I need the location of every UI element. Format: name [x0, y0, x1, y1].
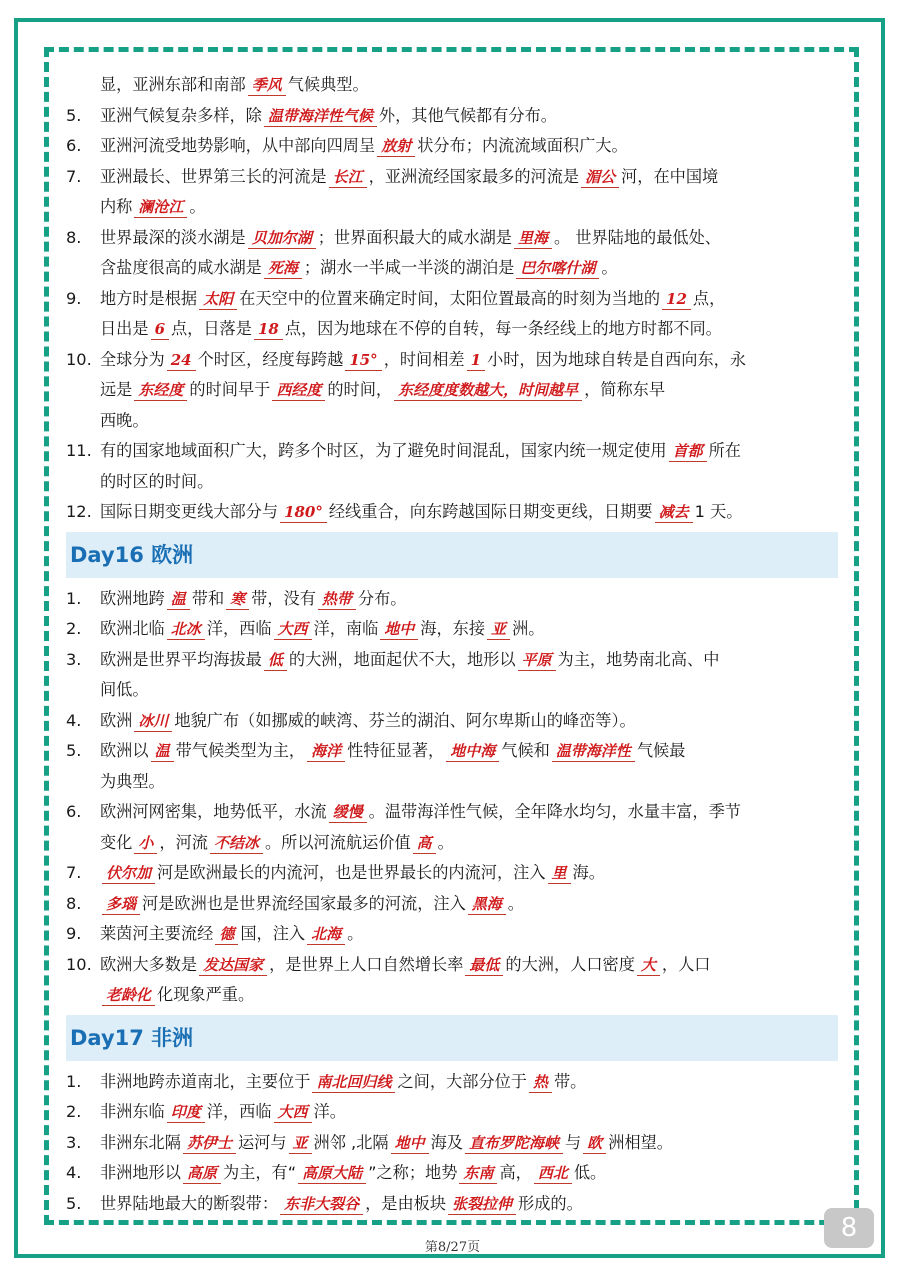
answer-blank: 高原大陆	[298, 1163, 366, 1184]
answer-blank: 南北回归线	[312, 1072, 395, 1093]
text-fragment: ，时间相差	[383, 349, 465, 369]
text-fragment: 。	[437, 832, 454, 852]
text-fragment: 显，亚洲东部和南部	[100, 75, 246, 94]
answer-blank: 贝加尔湖	[248, 228, 316, 249]
text-fragment: 海，东接	[420, 619, 486, 638]
text-line	[66, 1189, 838, 1220]
text-fragment: 亚洲河流受地势影响，从中部向四周呈	[100, 136, 376, 155]
answer-blank: 里	[548, 863, 571, 884]
text-line	[66, 675, 838, 706]
answer-blank: 地中海	[446, 741, 499, 762]
text-fragment: 高，	[499, 1163, 532, 1182]
africa-section	[66, 1067, 838, 1220]
text-fragment: 为主，有“	[222, 1163, 297, 1182]
text-fragment: 带，没有	[251, 588, 316, 608]
text-line	[66, 101, 838, 132]
answer-blank: 东非大裂谷	[280, 1194, 363, 1215]
text-fragment: 亚洲最长、世界第三长的河流是	[100, 166, 327, 186]
text-fragment: 的时间，	[327, 380, 393, 399]
answer-blank: 地中	[380, 619, 418, 640]
text-fragment: 国，注入	[240, 924, 306, 943]
answer-blank: 北冰	[167, 619, 205, 640]
text-fragment: 河，在中国境	[621, 166, 719, 186]
text-line	[66, 436, 838, 467]
text-fragment: 小时，因为地球自转是自西向东，永	[487, 349, 747, 369]
text-fragment: 点，	[692, 288, 726, 308]
text-fragment: 外，其他气候都有分布。	[378, 105, 557, 125]
text-fragment: 亚洲气候复杂多样，除	[100, 105, 262, 125]
text-fragment: 间低。	[100, 680, 149, 699]
answer-blank: 长江	[329, 167, 367, 188]
text-line	[66, 706, 838, 737]
text-fragment: 内称	[100, 197, 133, 216]
text-line	[66, 950, 838, 981]
answer-blank: 多瑙	[102, 894, 140, 915]
text-fragment: 分布。	[357, 588, 407, 608]
answer-blank: 12	[662, 289, 691, 310]
text-fragment: 的大洲，人口密度	[505, 954, 635, 974]
answer-blank: 高原	[183, 1163, 221, 1184]
answer-blank: 苏伊士	[183, 1133, 236, 1154]
text-line	[66, 1158, 838, 1189]
text-line	[66, 162, 838, 193]
text-fragment: ；湖水一半咸一半淡的湖泊是	[303, 258, 515, 277]
answer-blank: 太阳	[199, 289, 237, 310]
text-fragment: 全球分为	[100, 349, 165, 369]
item-number: 9.	[66, 924, 82, 943]
text-line	[66, 919, 838, 950]
answer-blank: 黑海	[468, 894, 506, 915]
item-number: 8.	[66, 893, 82, 913]
answer-blank: 最低	[465, 955, 503, 976]
answer-blank: 平原	[518, 650, 556, 671]
text-line	[66, 253, 838, 284]
answer-blank: 东经度度数越大，时间越早	[394, 380, 582, 401]
answer-blank: 温带海洋性气候	[264, 106, 377, 127]
text-line	[66, 314, 838, 345]
answer-blank: 里海	[514, 228, 552, 249]
answer-blank: 欧	[583, 1133, 606, 1154]
answer-blank: 印度	[167, 1102, 205, 1123]
text-fragment: 带气候类型为主，	[175, 741, 306, 760]
answer-blank: 不结冰	[210, 833, 263, 854]
text-fragment: 洲邻 ,北隔	[313, 1132, 389, 1152]
item-number: 7.	[66, 863, 82, 882]
answer-blank: 东经度	[134, 380, 187, 401]
text-line	[66, 797, 838, 828]
text-fragment: ，河流	[159, 832, 208, 852]
answer-blank: 巴尔喀什湖	[516, 258, 599, 279]
text-fragment: 低。	[573, 1163, 607, 1182]
answer-blank: 季风	[248, 75, 286, 96]
text-fragment: 个时区，经度每跨越	[197, 349, 344, 369]
answer-blank: 温带海洋性	[552, 741, 635, 762]
item-number: 9.	[66, 288, 82, 308]
text-fragment: 海及	[430, 1132, 463, 1152]
text-fragment: 。	[347, 924, 364, 943]
answer-blank: 180°	[280, 502, 327, 523]
text-fragment: 西晚。	[100, 410, 149, 430]
item-number: 10.	[66, 349, 92, 369]
text-fragment: 莱茵河主要流经	[100, 924, 214, 943]
answer-blank: 首都	[669, 441, 707, 462]
text-fragment: 欧洲	[100, 710, 133, 730]
answer-blank: 西北	[534, 1163, 572, 1184]
text-fragment: 有的国家地域面积广大，跨多个时区，为了避免时间混乱，国家内统一规定使用	[100, 441, 667, 460]
text-fragment: 非洲东北隔	[100, 1132, 181, 1152]
text-fragment: 日出是	[100, 319, 149, 338]
text-line	[66, 1067, 838, 1098]
text-line	[66, 1128, 838, 1159]
section-heading-day17: Day17 非洲	[66, 1015, 838, 1061]
text-fragment: 为主，地势南北高、中	[557, 649, 720, 669]
answer-blank: 小	[134, 833, 157, 854]
answer-blank: 大	[637, 955, 660, 976]
answer-blank: 温	[151, 741, 174, 762]
text-line	[66, 736, 838, 767]
text-line	[66, 614, 838, 645]
answer-blank: 低	[264, 650, 287, 671]
text-line	[66, 1097, 838, 1128]
text-line	[66, 767, 838, 798]
text-fragment: 与	[564, 1132, 582, 1152]
page-footer: 第8/27页	[424, 1240, 481, 1255]
text-line	[66, 980, 838, 1011]
answer-blank: 18	[254, 319, 283, 340]
item-number: 12.	[66, 502, 92, 521]
text-fragment: 化现象严重。	[157, 985, 255, 1004]
text-line	[66, 345, 838, 376]
section-heading-day16: Day16 欧洲	[66, 532, 838, 578]
text-fragment: 的大洲，地面起伏不大，地形以	[288, 649, 516, 669]
text-fragment: 。	[189, 197, 206, 216]
text-fragment: 远是	[100, 380, 133, 399]
text-line	[66, 828, 838, 859]
text-line	[66, 406, 838, 437]
item-number: 10.	[66, 954, 92, 974]
asia-section-continued	[66, 70, 838, 528]
text-fragment: 为典型。	[100, 771, 165, 791]
item-number: 4.	[66, 710, 82, 730]
answer-blank: 澜沧江	[134, 197, 187, 218]
text-fragment: 带和	[191, 588, 225, 608]
answer-blank: 东南	[459, 1163, 497, 1184]
answer-blank: 冰川	[134, 711, 172, 732]
item-number: 2.	[66, 619, 82, 638]
text-fragment: ”之称；地势	[368, 1163, 458, 1182]
answer-blank: 缓慢	[329, 802, 367, 823]
text-fragment: 欧洲以	[100, 741, 149, 760]
answer-blank: 亚	[487, 619, 510, 640]
text-fragment: 之间，大部分位于	[397, 1071, 527, 1091]
text-fragment: 。	[601, 258, 618, 277]
answer-blank: 北海	[307, 924, 345, 945]
item-number: 6.	[66, 802, 82, 821]
answer-blank: 海洋	[307, 741, 345, 762]
item-number: 5.	[66, 1193, 82, 1213]
item-number: 1.	[66, 1071, 82, 1091]
text-fragment: 状分布；内流流域面积广大。	[417, 136, 628, 155]
text-fragment: 洲。	[512, 619, 545, 638]
answer-blank: 湄公	[581, 167, 619, 188]
text-fragment: 经线重合，向东跨越国际日期变更线，日期要	[328, 502, 653, 521]
text-fragment: 非洲东临	[100, 1102, 165, 1121]
answer-blank: 张裂拉伸	[448, 1194, 516, 1215]
answer-blank: 温	[167, 589, 190, 610]
text-line	[66, 497, 838, 528]
text-line	[66, 467, 838, 498]
text-line	[66, 192, 838, 223]
text-fragment: 所在	[708, 441, 741, 460]
text-fragment: 欧洲是世界平均海拔最	[100, 649, 262, 669]
text-fragment: ，是由板块	[365, 1193, 447, 1213]
item-number: 5.	[66, 105, 82, 125]
text-line	[66, 284, 838, 315]
text-fragment: 带。	[553, 1071, 587, 1091]
text-fragment: 点，日落是	[171, 319, 252, 338]
text-fragment: ，人口	[661, 954, 711, 974]
item-number: 3.	[66, 1132, 82, 1152]
text-fragment: 欧洲地跨	[100, 588, 165, 608]
answer-blank: 大西	[274, 619, 312, 640]
text-fragment: 国际日期变更线大部分与	[100, 502, 279, 521]
text-fragment: 世界陆地最大的断裂带：	[100, 1193, 279, 1213]
answer-blank: 德	[215, 924, 238, 945]
text-fragment: 欧洲河网密集，地势低平，水流	[100, 802, 327, 821]
text-fragment: 的时区的时间。	[100, 471, 214, 491]
answer-blank: 亚	[289, 1133, 312, 1154]
text-line	[66, 645, 838, 676]
page-number-badge: 8	[824, 1208, 874, 1248]
text-fragment: 非洲地形以	[100, 1163, 181, 1182]
answer-blank: 西经度	[272, 380, 325, 401]
answer-blank: 发达国家	[199, 955, 267, 976]
text-fragment: 非洲地跨赤道南北，主要位于	[100, 1071, 311, 1091]
text-fragment: 。 世界陆地的最低处、	[553, 227, 721, 247]
text-fragment: 形成的。	[518, 1193, 583, 1213]
text-line	[66, 70, 838, 101]
answer-blank: 放射	[377, 136, 415, 157]
item-number: 11.	[66, 441, 92, 460]
text-fragment: ，是世界上人口自然增长率	[269, 954, 464, 974]
text-fragment: 海。	[572, 863, 605, 882]
europe-section	[66, 584, 838, 1011]
item-number: 7.	[66, 166, 82, 186]
text-fragment: 欧洲北临	[100, 619, 165, 638]
answer-blank: 寒	[226, 589, 249, 610]
text-fragment: 河是欧洲最长的内流河，也是世界最长的内流河，注入	[157, 863, 546, 882]
text-fragment: 洋，西临	[206, 619, 272, 638]
text-fragment: 的时间早于	[189, 380, 271, 399]
text-fragment: ，简称东早	[584, 380, 666, 399]
item-number: 8.	[66, 227, 82, 247]
item-number: 2.	[66, 1102, 82, 1121]
text-fragment: 变化	[100, 832, 133, 852]
text-fragment: 运河与	[237, 1132, 287, 1152]
text-fragment: 气候和	[501, 741, 550, 760]
item-number: 4.	[66, 1163, 82, 1182]
page-content	[66, 70, 838, 1219]
text-fragment: ；世界面积最大的咸水湖是	[317, 227, 512, 247]
text-fragment: 1 天。	[694, 502, 743, 521]
text-fragment: 在天空中的位置来确定时间，太阳位置最高的时刻为当地的	[239, 288, 661, 308]
text-fragment: 气候最	[636, 741, 686, 760]
answer-blank: 24	[167, 350, 196, 371]
text-line	[66, 858, 838, 889]
text-fragment: 。所以河流航运价值	[264, 832, 411, 852]
answer-blank: 15°	[345, 350, 381, 371]
text-fragment: 欧洲大多数是	[100, 954, 198, 974]
item-number: 5.	[66, 741, 82, 760]
answer-blank: 6	[151, 319, 169, 340]
answer-blank: 高	[413, 833, 436, 854]
answer-blank: 减去	[655, 502, 693, 523]
answer-blank: 地中	[391, 1133, 429, 1154]
text-fragment: 。温带海洋性气候，全年降水均匀，水量丰富，季节	[368, 802, 741, 821]
answer-blank: 死海	[264, 258, 302, 279]
text-fragment: ，亚洲流经国家最多的河流是	[368, 166, 580, 186]
text-fragment: 气候典型。	[287, 75, 369, 94]
answer-blank: 热带	[318, 589, 356, 610]
text-line	[66, 223, 838, 254]
text-fragment: 洲相望。	[608, 1132, 673, 1152]
item-number: 3.	[66, 649, 82, 669]
text-fragment: 点，因为地球在不停的自转，每一条经线上的地方时都不同。	[284, 319, 722, 338]
item-number: 1.	[66, 588, 82, 608]
text-fragment: 含盐度很高的咸水湖是	[100, 258, 262, 277]
text-line	[66, 889, 838, 920]
text-fragment: 地方时是根据	[100, 288, 198, 308]
answer-blank: 直布罗陀海峡	[465, 1133, 563, 1154]
answer-blank: 热	[529, 1072, 552, 1093]
answer-blank: 1	[467, 350, 485, 371]
text-fragment: 洋，西临	[206, 1102, 272, 1121]
answer-blank: 伏尔加	[102, 863, 155, 884]
text-fragment: 洋，南临	[313, 619, 379, 638]
text-fragment: 地貌广布（如挪威的峡湾、芬兰的湖泊、阿尔卑斯山的峰峦等）。	[174, 710, 636, 730]
text-fragment: 河是欧洲也是世界流经国家最多的河流，注入	[142, 893, 466, 913]
answer-blank: 老龄化	[102, 985, 155, 1006]
text-fragment: 性特征显著，	[347, 741, 445, 760]
answer-blank: 大西	[274, 1102, 312, 1123]
text-line	[66, 375, 838, 406]
text-line	[66, 131, 838, 162]
text-fragment: 世界最深的淡水湖是	[100, 227, 246, 247]
item-number: 6.	[66, 136, 82, 155]
text-fragment: 洋。	[313, 1102, 346, 1121]
text-fragment: 。	[507, 893, 524, 913]
text-line	[66, 584, 838, 615]
